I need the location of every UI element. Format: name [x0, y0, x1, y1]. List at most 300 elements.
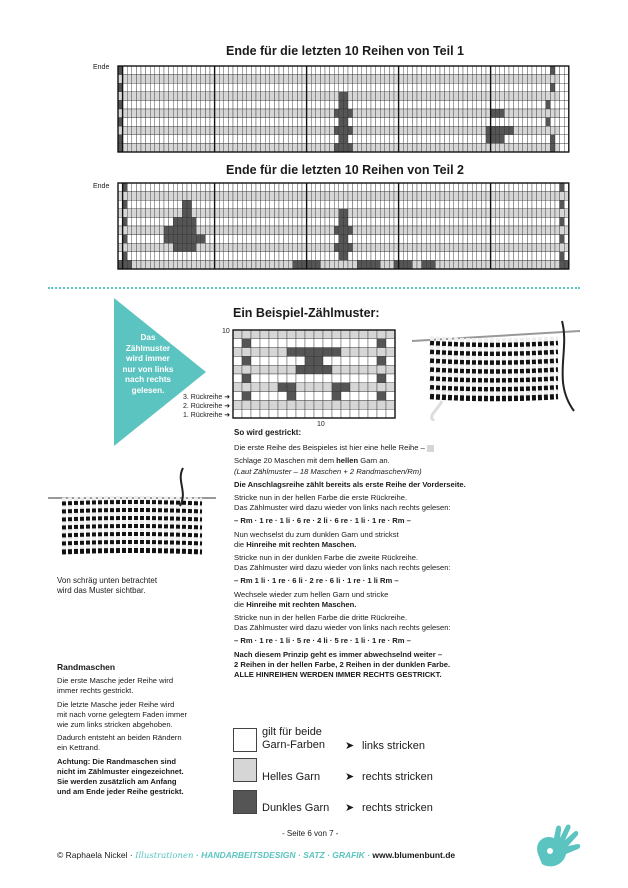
grid-cell [341, 365, 350, 374]
grid-cell [205, 118, 210, 127]
grid-cell [288, 118, 293, 127]
grid-cell [201, 217, 206, 226]
grid-cell [472, 143, 477, 152]
grid-cell [325, 217, 330, 226]
grid-cell [136, 200, 141, 209]
grid-cell [330, 143, 335, 152]
grid-cell [495, 235, 500, 244]
grid-cell [132, 100, 137, 109]
grid-cell [127, 226, 132, 235]
grid-cell [389, 226, 394, 235]
grid-cell [353, 260, 358, 269]
grid-cell [233, 243, 238, 252]
grid-cell [389, 92, 394, 101]
grid-cell [550, 135, 555, 144]
grid-cell [182, 235, 187, 244]
grid-cell [555, 252, 560, 261]
grid-cell [274, 226, 279, 235]
grid-cell [256, 192, 261, 201]
grid-cell [224, 209, 229, 218]
grid-cell [196, 200, 201, 209]
grid-cell [368, 348, 377, 357]
grid-cell [238, 75, 243, 84]
grid-cell [164, 192, 169, 201]
grid-cell [132, 243, 137, 252]
grid-cell [500, 243, 505, 252]
grid-cell [233, 126, 238, 135]
grid-cell [371, 226, 376, 235]
grid-cell [454, 126, 459, 135]
grid-cell [233, 252, 238, 261]
grid-cell [150, 66, 155, 75]
grid-cell [366, 135, 371, 144]
grid-cell [514, 83, 519, 92]
grid-cell [403, 209, 408, 218]
grid-cell [238, 109, 243, 118]
grid-cell [330, 209, 335, 218]
grid-cell [458, 243, 463, 252]
grid-cell [311, 126, 316, 135]
grid-cell [279, 100, 284, 109]
grid-cell [164, 226, 169, 235]
grid-cell [518, 100, 523, 109]
grid-cell [205, 243, 210, 252]
rm-p2-l2: mit nach vorne gelegtem Faden immer [57, 709, 187, 719]
grid-cell [366, 66, 371, 75]
grid-cell [518, 83, 523, 92]
grid-cell [196, 209, 201, 218]
grid-cell [362, 135, 367, 144]
grid-cell [192, 66, 197, 75]
grid-cell [389, 252, 394, 261]
grid-cell [514, 200, 519, 209]
grid-cell [196, 217, 201, 226]
grid-cell [555, 183, 560, 192]
grid-cell [219, 209, 224, 218]
grid-cell [454, 200, 459, 209]
grid-cell [173, 226, 178, 235]
grid-cell [274, 192, 279, 201]
grid-cell [362, 75, 367, 84]
grid-cell [325, 243, 330, 252]
grid-cell [316, 226, 321, 235]
grid-cell [334, 92, 339, 101]
grid-cell [296, 400, 305, 409]
grid-cell [500, 200, 505, 209]
grid-cell [256, 183, 261, 192]
grid-cell [357, 260, 362, 269]
grid-cell [371, 183, 376, 192]
grid-cell [339, 66, 344, 75]
grid-cell [247, 109, 252, 118]
grid-cell [127, 92, 132, 101]
grid-cell [192, 243, 197, 252]
grid-cell [389, 135, 394, 144]
grid-cell [560, 252, 565, 261]
grid-cell [141, 143, 146, 152]
grid-cell [477, 118, 482, 127]
grid-cell [178, 118, 183, 127]
grid-cell [136, 217, 141, 226]
grid-cell [182, 109, 187, 118]
grid-cell [192, 217, 197, 226]
grid-cell [371, 75, 376, 84]
grid-cell [284, 66, 289, 75]
grid-cell [426, 217, 431, 226]
grid-cell [541, 243, 546, 252]
grid-cell [532, 75, 537, 84]
grid-cell [350, 348, 359, 357]
grid-cell [541, 66, 546, 75]
grid-cell [523, 235, 528, 244]
grid-cell [228, 66, 233, 75]
grid-cell [366, 192, 371, 201]
grid-cell [247, 143, 252, 152]
grid-cell [343, 75, 348, 84]
grid-cell [242, 135, 247, 144]
grid-cell [251, 83, 256, 92]
grid-cell [256, 66, 261, 75]
grid-cell [150, 192, 155, 201]
grid-cell [219, 83, 224, 92]
grid-cell [560, 260, 565, 269]
grid-cell [350, 365, 359, 374]
grid-cell [233, 209, 238, 218]
grid-cell [532, 209, 537, 218]
grid-cell [187, 183, 192, 192]
grid-cell [359, 374, 368, 383]
grid-cell [449, 100, 454, 109]
grid-cell [389, 260, 394, 269]
grid-cell [550, 226, 555, 235]
grid-cell [412, 243, 417, 252]
grid-cell [366, 83, 371, 92]
grid-cell [316, 260, 321, 269]
grid-cell [169, 75, 174, 84]
grid-cell [449, 252, 454, 261]
grid-cell [325, 183, 330, 192]
grid-cell [293, 235, 298, 244]
grid-cell [293, 135, 298, 144]
grid-cell [417, 135, 422, 144]
grid-cell [348, 183, 353, 192]
grid-cell [463, 235, 468, 244]
grid-cell [316, 235, 321, 244]
grid-cell [279, 243, 284, 252]
grid-cell [325, 75, 330, 84]
grid-cell [431, 100, 436, 109]
grid-cell [362, 66, 367, 75]
grid-cell [357, 243, 362, 252]
grid-cell [408, 83, 413, 92]
grid-cell [270, 126, 275, 135]
grid-cell [412, 109, 417, 118]
grid-cell [293, 192, 298, 201]
grid-cell [366, 100, 371, 109]
grid-cell [509, 75, 514, 84]
grid-cell [270, 226, 275, 235]
grid-cell [426, 235, 431, 244]
grid-cell [127, 135, 132, 144]
grid-cell [422, 226, 427, 235]
grid-cell [205, 135, 210, 144]
grid-cell [386, 348, 395, 357]
grid-cell [261, 126, 266, 135]
line-0-text: Die erste Reihe des Beispieles ist hier eine helle Reihe – [234, 443, 425, 453]
grid-cell [325, 118, 330, 127]
grid-cell [314, 400, 323, 409]
grid-cell [514, 118, 519, 127]
grid-cell [287, 356, 296, 365]
grid-cell [256, 75, 261, 84]
grid-cell [366, 118, 371, 127]
grid-cell [389, 83, 394, 92]
grid-cell [233, 66, 238, 75]
grid-cell [546, 260, 551, 269]
grid-cell [187, 260, 192, 269]
grid-cell [274, 118, 279, 127]
triangle-line-5: nach rechts [125, 375, 171, 384]
grid-cell [311, 66, 316, 75]
grid-cell [316, 217, 321, 226]
grid-cell [173, 217, 178, 226]
grid-cell [339, 109, 344, 118]
grid-cell [201, 192, 206, 201]
grid-cell [357, 92, 362, 101]
grid-cell [233, 75, 238, 84]
grid-cell [305, 383, 314, 392]
grid-cell [527, 66, 532, 75]
grid-cell [463, 83, 468, 92]
grid-cell [178, 66, 183, 75]
grid-cell [339, 75, 344, 84]
grid-cell [362, 143, 367, 152]
grid-cell [159, 226, 164, 235]
row-label-2-text: 2. Rückreihe [183, 403, 223, 410]
grid-cell [389, 143, 394, 152]
grid-cell [426, 126, 431, 135]
grid-cell [270, 183, 275, 192]
grid-cell [350, 330, 359, 339]
grid-cell [362, 92, 367, 101]
grid-cell [348, 143, 353, 152]
grid-cell [278, 392, 287, 401]
grid-cell [323, 348, 332, 357]
grid-cell [385, 135, 390, 144]
grid-cell [546, 252, 551, 261]
grid-cell [141, 126, 146, 135]
grid-cell [431, 126, 436, 135]
grid-cell [159, 143, 164, 152]
grid-cell [495, 135, 500, 144]
grid-cell [332, 392, 341, 401]
grid-cell [296, 330, 305, 339]
grid-cell [192, 260, 197, 269]
grid-cell [247, 226, 252, 235]
grid-cell [376, 252, 381, 261]
grid-cell [348, 209, 353, 218]
grid-cell [297, 75, 302, 84]
grid-cell [297, 235, 302, 244]
grid-cell [458, 217, 463, 226]
grid-cell [146, 75, 151, 84]
grid-cell [265, 243, 270, 252]
grid-cell [141, 92, 146, 101]
grid-cell [371, 252, 376, 261]
grid-cell [242, 409, 251, 418]
line-2: (Laut Zählmuster – 18 Maschen + 2 Randmaschen/Rm) [234, 466, 422, 476]
grid-cell [132, 92, 137, 101]
grid-cell [431, 109, 436, 118]
grid-cell [366, 217, 371, 226]
grid-cell [377, 356, 386, 365]
grid-cell [371, 66, 376, 75]
grid-cell [417, 183, 422, 192]
grid-cell [325, 66, 330, 75]
grid-cell [192, 126, 197, 135]
grid-cell [332, 356, 341, 365]
chart2-title: Ende für die letzten 10 Reihen von Teil 2 [225, 163, 464, 177]
grid-cell [278, 383, 287, 392]
grid-cell [368, 330, 377, 339]
grid-cell [454, 226, 459, 235]
grid-cell [518, 252, 523, 261]
grid-cell [284, 118, 289, 127]
grid-cell [182, 217, 187, 226]
grid-cell [132, 109, 137, 118]
grid-cell [403, 243, 408, 252]
grid-cell [468, 75, 473, 84]
grid-cell [132, 75, 137, 84]
grid-cell [238, 92, 243, 101]
grid-cell [477, 209, 482, 218]
grid-cell [284, 83, 289, 92]
grid-cell [445, 183, 450, 192]
grid-cell [532, 243, 537, 252]
grid-cell [164, 217, 169, 226]
grid-cell [242, 356, 251, 365]
grid-cell [481, 209, 486, 218]
grid-cell [435, 135, 440, 144]
grid-cell [132, 66, 137, 75]
grid-cell [350, 392, 359, 401]
grid-cell [146, 252, 151, 261]
grid-cell [201, 118, 206, 127]
grid-cell [334, 235, 339, 244]
grid-cell [518, 209, 523, 218]
grid-cell [178, 109, 183, 118]
grid-cell [560, 235, 565, 244]
chart1-end-label: Ende [93, 64, 110, 71]
grid-cell [353, 100, 358, 109]
grid-cell [270, 200, 275, 209]
grid-cell [408, 200, 413, 209]
grid-cell [173, 100, 178, 109]
grid-cell [463, 200, 468, 209]
grid-cell [339, 183, 344, 192]
grid-cell [146, 143, 151, 152]
grid-cell [385, 200, 390, 209]
grid-cell [389, 235, 394, 244]
grid-cell [288, 126, 293, 135]
grid-cell [269, 383, 278, 392]
grid-cell [477, 100, 482, 109]
grid-cell [550, 235, 555, 244]
grid-cell [334, 143, 339, 152]
grid-cell [431, 252, 436, 261]
grid-cell [504, 66, 509, 75]
grid-cell [555, 226, 560, 235]
grid-cell [150, 75, 155, 84]
grid-cell [440, 260, 445, 269]
grid-cell [332, 374, 341, 383]
grid-cell [228, 252, 233, 261]
grid-cell [350, 409, 359, 418]
grid-cell [330, 109, 335, 118]
chart2-end-label: Ende [93, 183, 110, 190]
grid-cell [293, 252, 298, 261]
grid-cell [468, 200, 473, 209]
grid-cell [380, 92, 385, 101]
grid-cell [458, 260, 463, 269]
grid-cell [500, 260, 505, 269]
grid-cell [504, 183, 509, 192]
grid-cell [350, 339, 359, 348]
footer [57, 850, 455, 861]
grid-cell [228, 226, 233, 235]
grid-cell [127, 183, 132, 192]
grid-cell [136, 252, 141, 261]
grid-cell [178, 100, 183, 109]
grid-cell [431, 235, 436, 244]
grid-cell [228, 243, 233, 252]
grid-cell [353, 200, 358, 209]
grid-cell [362, 118, 367, 127]
grid-cell [141, 135, 146, 144]
grid-cell [256, 92, 261, 101]
grid-cell [504, 260, 509, 269]
grid-cell [182, 66, 187, 75]
grid-cell [389, 192, 394, 201]
grid-cell [385, 260, 390, 269]
grid-cell [422, 126, 427, 135]
grid-cell [555, 92, 560, 101]
grid-cell [287, 400, 296, 409]
grid-cell [284, 243, 289, 252]
grid-cell [449, 217, 454, 226]
grid-cell [403, 109, 408, 118]
grid-cell [458, 126, 463, 135]
grid-cell [348, 217, 353, 226]
grid-cell [368, 409, 377, 418]
grid-cell [219, 100, 224, 109]
grid-cell [265, 235, 270, 244]
grid-cell [265, 183, 270, 192]
grid-cell [247, 235, 252, 244]
grid-cell [274, 75, 279, 84]
grid-cell [468, 217, 473, 226]
grid-cell [169, 83, 174, 92]
grid-cell [242, 200, 247, 209]
grid-cell [256, 83, 261, 92]
grid-cell [256, 235, 261, 244]
grid-cell [412, 226, 417, 235]
grid-cell [132, 217, 137, 226]
grid-cell [159, 100, 164, 109]
grid-cell [468, 92, 473, 101]
grid-cell [362, 126, 367, 135]
grid-cell [449, 143, 454, 152]
